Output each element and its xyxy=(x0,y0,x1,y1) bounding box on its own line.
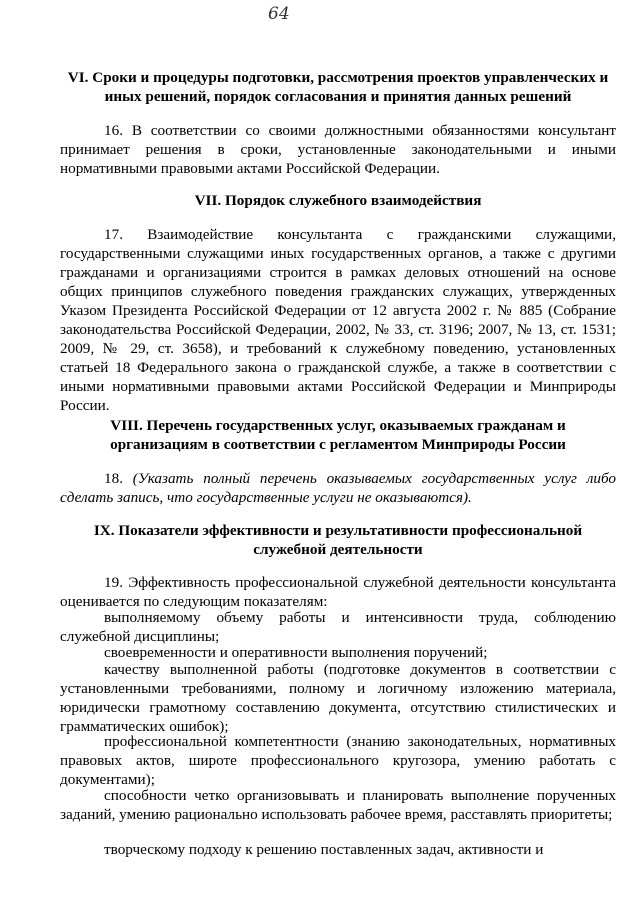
paragraph-19-intro: 19. Эффективность профессиональной служебной деятельности консультанта оценивается по следующим показателям: xyxy=(60,574,616,610)
section-9-heading: IX. Показатели эффективности и результативности профессиональной служебной деятельности xyxy=(93,522,583,558)
section-6-heading: VI. Сроки и процедуры подготовки, рассмотрения проектов управленческих и иных решений, порядок согласования и принятия данных решений xyxy=(67,69,609,105)
criterion-competence: профессиональной компетентности (знанию законодательных, нормативных правовых актов, широте профессионального кругозора, умению работать с документами); xyxy=(60,733,616,788)
handwritten-page-number: 64 xyxy=(268,4,290,24)
paragraph-18-number: 18. xyxy=(104,470,123,487)
section-8-heading: VIII. Перечень государственных услуг, оказываемых гражданам и организациям в соответствии с регламентом Минприроды России xyxy=(110,417,566,453)
section-7-heading: VII. Порядок служебного взаимодействия xyxy=(194,192,482,209)
criterion-quality: качеству выполненной работы (подготовке документов в соответствии с установленными требованиями, полному и логичному изложению материала, юридически грамотному составлению документа, отсутствию стилистических и грамматических ошибок); xyxy=(60,661,616,735)
paragraph-18-text: (Указать полный перечень оказываемых государственных услуг либо сделать запись, что государственные услуги не оказываются). xyxy=(60,470,616,506)
criterion-timeliness: своевременности и оперативности выполнения поручений; xyxy=(104,644,488,661)
paragraph-16: 16. В соответствии со своими должностными обязанностями консультант принимает решения в сроки, установленные законодательными и иными нормативными правовыми актами Российской Федерации. xyxy=(60,122,616,177)
criterion-organization: способности четко организовывать и планировать выполнение порученных заданий, умению рационально использовать рабочее время, расставлять приоритеты; xyxy=(60,787,616,823)
paragraph-17: 17. Взаимодействие консультанта с гражданскими служащими, государственными служащими иных государственных органов, а также с другими гражданами и организациями строится в рамках деловых отношений на основе общих принципов служебного поведения гражданских служащих, утвержденных Указом Президента Российской Федерации от 12 августа 2002 г. № 885 (Собрание законодательства Российской Федерации, 2002, № 33, ст. 3196; 2007, № 13, ст. 1531; 2009, № 29, ст. 3658), и требований к служебному поведению, установленных статьей 18 Федерального закона о гражданской службе, а также в соответствии с иными нормативными правовыми актами Российской Федерации и Минприроды России. xyxy=(60,226,616,414)
paragraph-18 xyxy=(60,469,616,507)
criterion-creativity: творческому подходу к решению поставленных задач, активности и xyxy=(104,841,544,858)
criterion-workload: выполняемому объему работы и интенсивности труда, соблюдению служебной дисциплины; xyxy=(60,609,616,645)
